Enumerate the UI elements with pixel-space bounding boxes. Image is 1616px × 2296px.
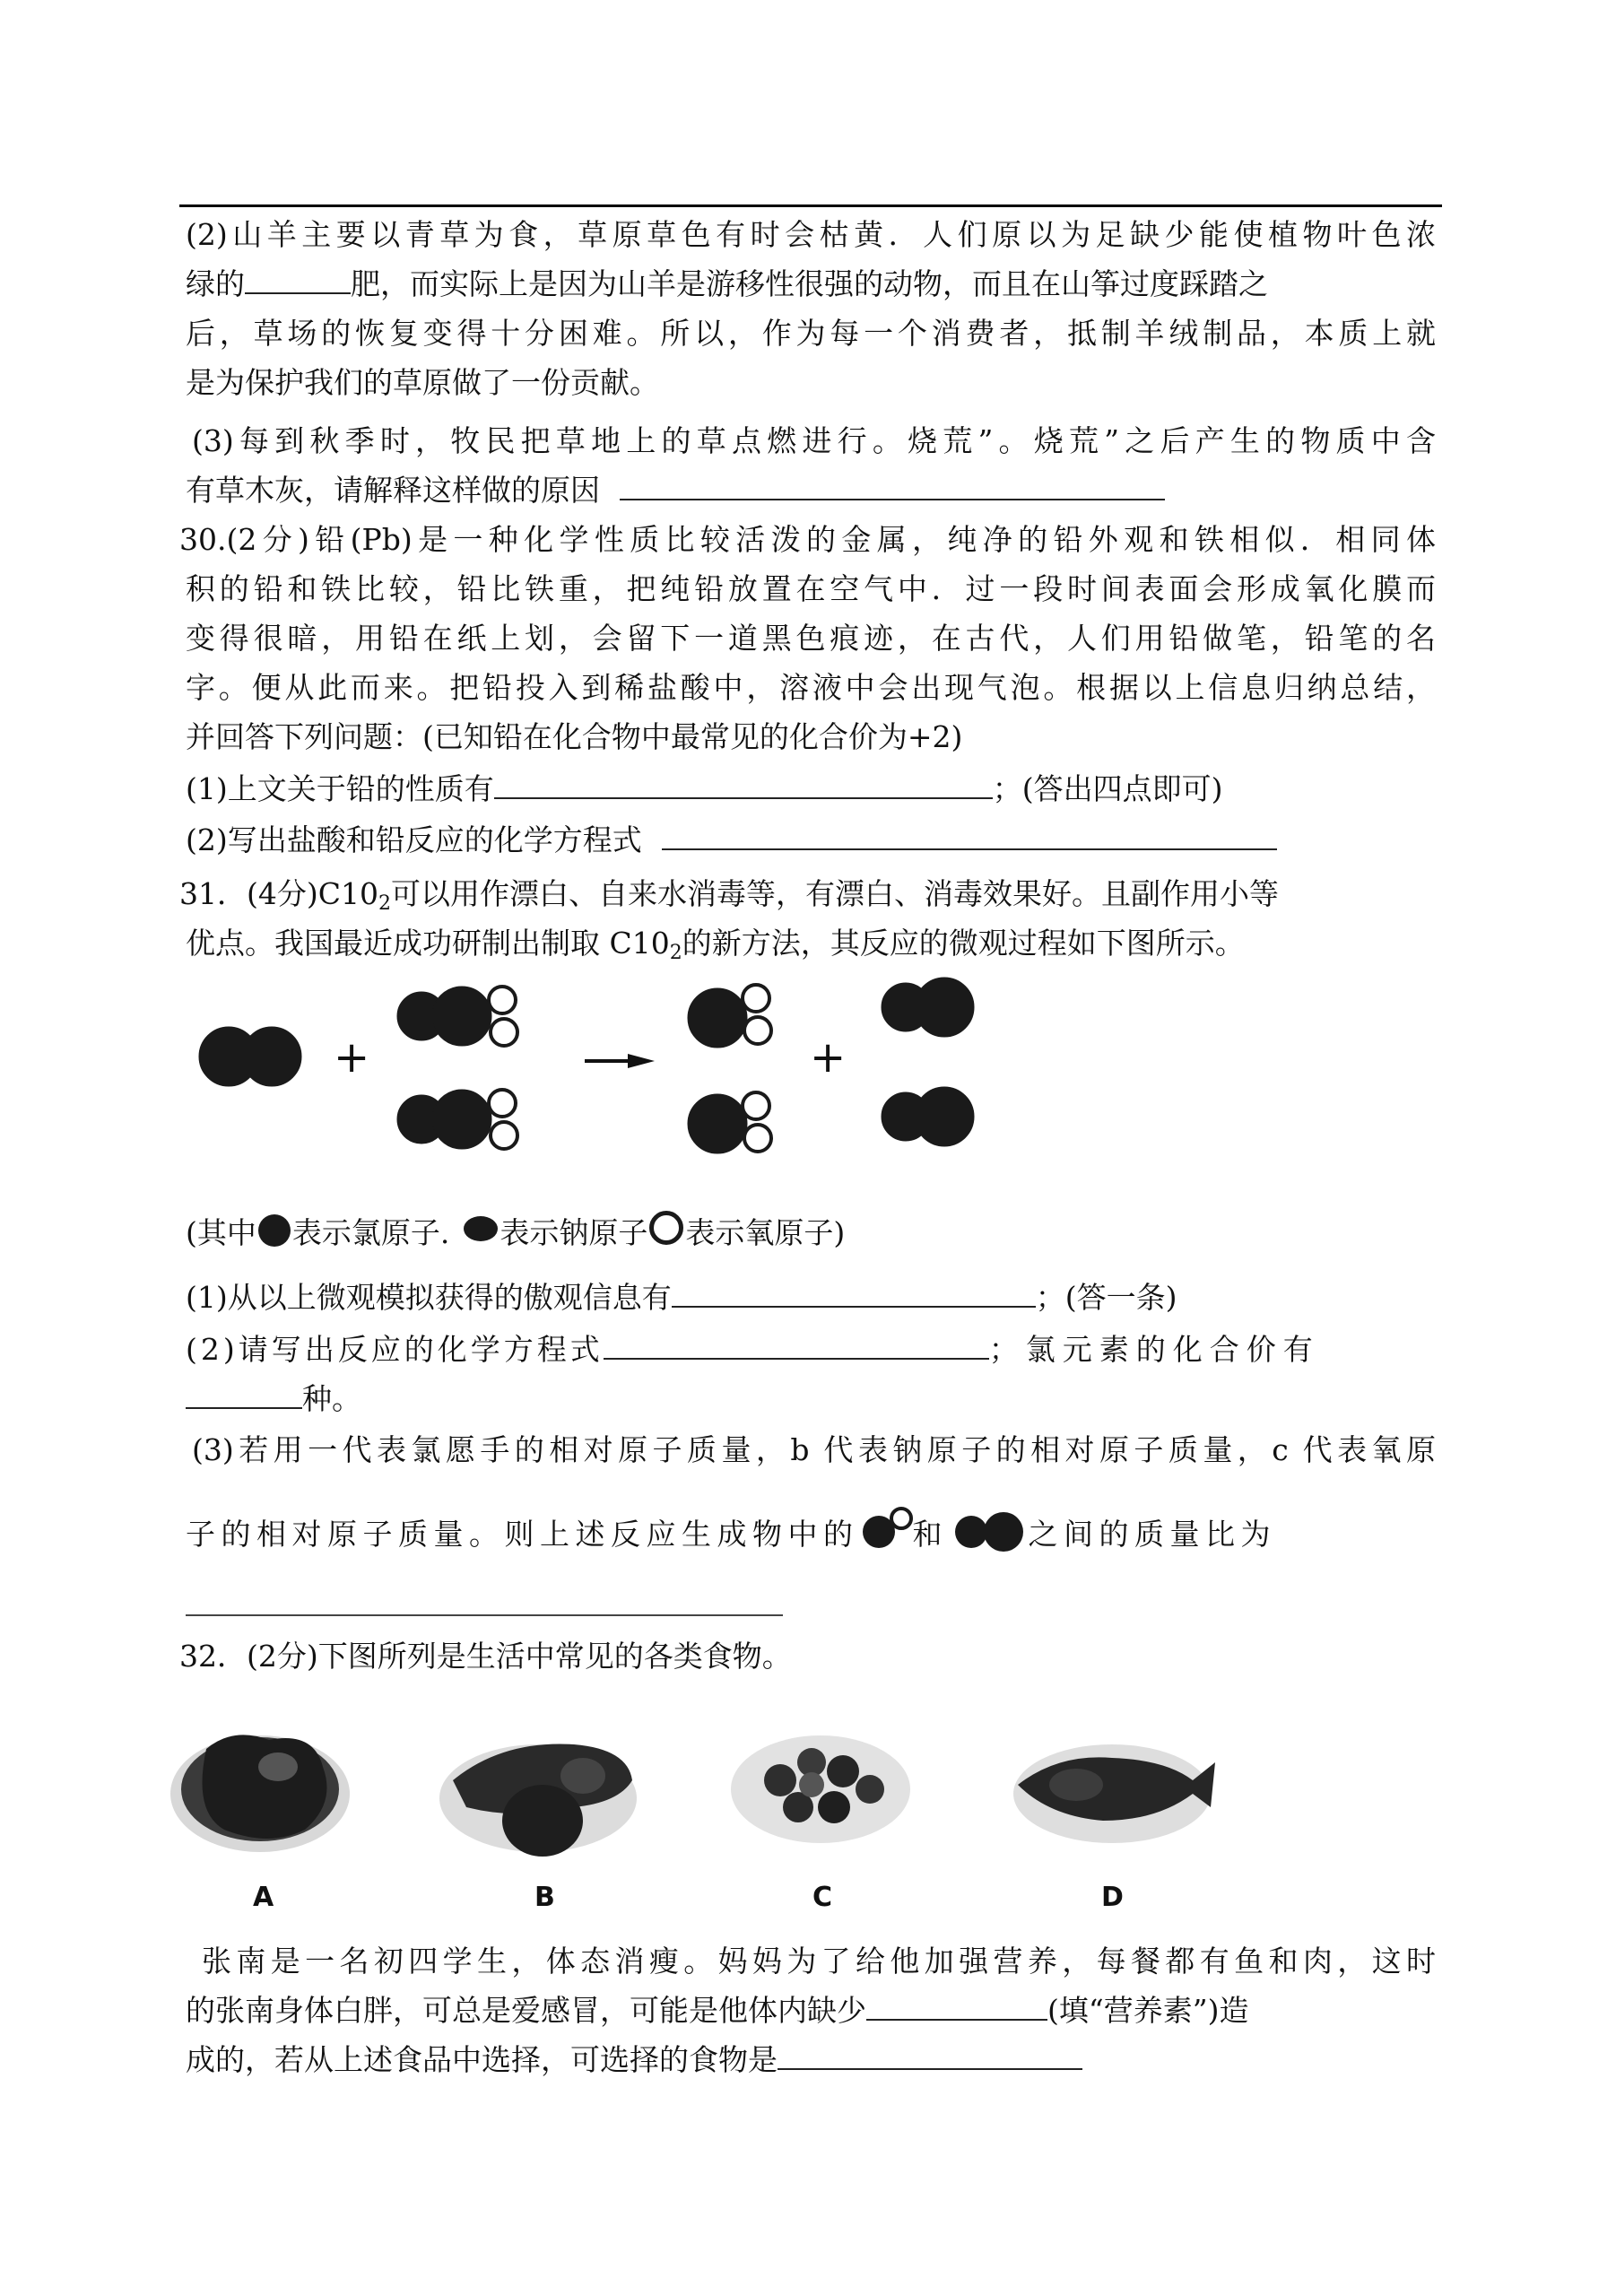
naclo2-o-2b: [491, 1122, 517, 1149]
q31-sub1: [186, 1274, 1177, 1322]
naclo2-o-2a: [489, 1090, 516, 1117]
legend-c: 表示钠原子: [500, 1215, 648, 1250]
q32-para-line3: [186, 2036, 1082, 2084]
clo2-cl-1: [688, 988, 747, 1048]
clo2-o-1b: [744, 1017, 771, 1044]
q31-sub1-a: (1)从以上微观模拟获得的傲观信息有: [186, 1280, 672, 1315]
q30-line4: 字。便从此而来。把铅投入到稀盐酸中，溶液中会出现气泡。根据以上信息归纳总结，: [186, 670, 1436, 705]
q31-sub2-b: ；氯元素的化合价有: [988, 1332, 1320, 1367]
food-images: [0, 1695, 1616, 1928]
q29-p2-line2-b: 肥，而实际上是因为山羊是游移性很强的动物，而且在山筝过度踩踏之: [351, 266, 1268, 301]
q32-line1: 32．(2分)下图所列是生活中常见的各类食物。: [179, 1639, 792, 1674]
q31-line2-b: 的新方法，其反应的微观过程如下图所示。: [682, 926, 1245, 961]
legend-d: 表示氧原子): [685, 1215, 846, 1250]
q32-para-line2: [186, 1987, 1249, 2035]
q30-line1: 30.(2分)铅(Pb)是一种化学性质比较活泼的金属，纯净的铅外观和铁相似．相同体: [179, 522, 1436, 557]
q31-sub3-line2: [186, 1507, 1276, 1561]
q31-line2-a: 优点。我国最近成功研制出制取 C10: [186, 926, 670, 961]
q31-sub3-line1: (3)若用一代表氯愿手的相对原子质量，b 代表钠原子的相对原子质量，c 代表氧原: [192, 1432, 1436, 1467]
nacl-molecule-icon: [955, 1512, 1029, 1550]
q31-line1-b: 可以用作漂白、自来水消毒等，有漂白、消毒效果好。且副作用小等: [390, 876, 1279, 911]
q30-line5: 并回答下列问题：(已知铅在化合物中最常见的化合价为+2): [186, 719, 963, 754]
q32-para-line1: 张南是一名初四学生，体态消瘦。妈妈为了给他加强营养，每餐都有鱼和肉，这时: [202, 1944, 1436, 1979]
clo2-molecule-icon: [859, 1507, 913, 1550]
legend-b: 表示氯原子.: [291, 1215, 450, 1250]
q31-line2: [186, 919, 1245, 978]
q31-sub2-cont: [186, 1375, 361, 1423]
food-image-c: [731, 1735, 910, 1843]
clo2-o-2a: [743, 1092, 769, 1119]
food-label-a: A: [253, 1882, 274, 1913]
clo2-cl-2: [688, 1094, 747, 1153]
plus-sign-1: +: [334, 1032, 370, 1083]
cl2-atom-2: [242, 1027, 301, 1086]
q29-p2-line2: [186, 260, 1268, 309]
answer-blank-fertilizer[interactable]: [245, 267, 351, 294]
answer-blank-mass-ratio[interactable]: [186, 1614, 783, 1616]
oxygen-atom-icon: [649, 1211, 683, 1245]
nacl-cl-1: [915, 978, 974, 1037]
q32-para-line2-a: 的张南身体白胖，可总是爱感冒，可能是他体内缺少: [186, 1993, 866, 2028]
q29-p2-line4: 是为保护我们的草原做了一份贡献。: [186, 365, 659, 400]
q31-line2-sub: 2: [669, 942, 682, 964]
top-rule: [179, 204, 1442, 207]
q31-sub2: [186, 1326, 1320, 1374]
plus-sign-2: +: [810, 1032, 847, 1083]
food-image-a: [170, 1735, 350, 1852]
q32-para-line2-b: (填“营养素”)造: [1047, 1993, 1249, 2028]
naclo2-o-1a: [489, 987, 516, 1013]
answer-blank-micro-info[interactable]: [672, 1281, 1036, 1308]
q31-line1-sub: 2: [378, 892, 391, 915]
nacl-cl-2: [915, 1087, 974, 1146]
naclo2-cl-2: [432, 1090, 491, 1149]
q31-sub2-c: 种。: [302, 1381, 361, 1416]
q29-p2-line2-a: 绿的: [186, 266, 245, 301]
clo2-o-1a: [743, 985, 769, 1012]
q31-sub3-line2-b: 和: [912, 1517, 943, 1552]
q30-sub2: [186, 816, 1277, 865]
legend-a: (其中: [186, 1215, 256, 1250]
q30-sub1-a: (1)上文关于铅的性质有: [186, 771, 494, 806]
answer-blank-lead-properties[interactable]: [494, 772, 993, 799]
q29-p3-line2: [186, 466, 1165, 515]
reaction-arrow: [585, 1054, 655, 1068]
sodium-atom-icon: [464, 1216, 498, 1241]
q30-line3: 变得很暗，用铅在纸上划，会留下一道黑色痕迹，在古代，人们用铅做笔，铅笔的名: [186, 621, 1436, 656]
food-image-b: [439, 1744, 637, 1857]
q30-line2: 积的铅和铁比较，铅比铁重，把纯铅放置在空气中．过一段时间表面会形成氧化膜而: [186, 571, 1436, 606]
chlorine-atom-icon: [258, 1214, 291, 1247]
q31-sub2-a: (2)请写出反应的化学方程式: [186, 1332, 604, 1367]
q31-sub3-line2-c: 之间的质量比为: [1028, 1517, 1276, 1552]
food-label-b: B: [534, 1882, 555, 1913]
q31-line1-a: 31．(4分)C10: [179, 876, 378, 911]
q31-sub1-b: ；(答一条): [1035, 1280, 1177, 1315]
q29-p3-line1: (3)每到秋季时，牧民把草地上的草点燃进行。烧荒”。烧荒”之后产生的物质中含: [192, 423, 1436, 458]
food-image-d: [1013, 1744, 1215, 1843]
q29-p2-line1: (2)山羊主要以青草为食，草原草色有时会枯黄．人们原以为足缺少能使植物叶色浓: [186, 217, 1436, 252]
answer-blank-nutrient[interactable]: [866, 1994, 1047, 2021]
food-label-d: D: [1101, 1882, 1124, 1913]
answer-blank-reason[interactable]: [620, 474, 1165, 500]
answer-blank-food-choice[interactable]: [778, 2043, 1082, 2070]
q29-p2-line3: 后，草场的恢复变得十分困难。所以，作为每一个消费者，抵制羊绒制品，本质上就: [186, 316, 1436, 351]
q30-sub1-b: ；(答出四点即可): [992, 771, 1223, 806]
clo2-o-2b: [744, 1125, 771, 1152]
q31-sub3-line2-a: 子的相对原子质量。则上述反应生成物中的: [186, 1517, 859, 1552]
naclo2-o-1b: [491, 1019, 517, 1046]
answer-blank-equation[interactable]: [662, 823, 1277, 850]
naclo2-cl-1: [432, 987, 491, 1046]
answer-blank-valence-count[interactable]: [186, 1382, 302, 1409]
q30-sub1: [186, 765, 1223, 813]
q30-sub2-text: (2)写出盐酸和铅反应的化学方程式: [186, 822, 642, 857]
q32-para-line3-text: 成的，若从上述食品中选择，可选择的食物是: [186, 2042, 778, 2077]
q31-legend: [186, 1206, 845, 1260]
answer-blank-clo2-equation[interactable]: [604, 1333, 989, 1360]
q29-p3-line2-text: 有草木灰，请解释这样做的原因: [186, 473, 600, 508]
food-label-c: C: [812, 1882, 833, 1913]
